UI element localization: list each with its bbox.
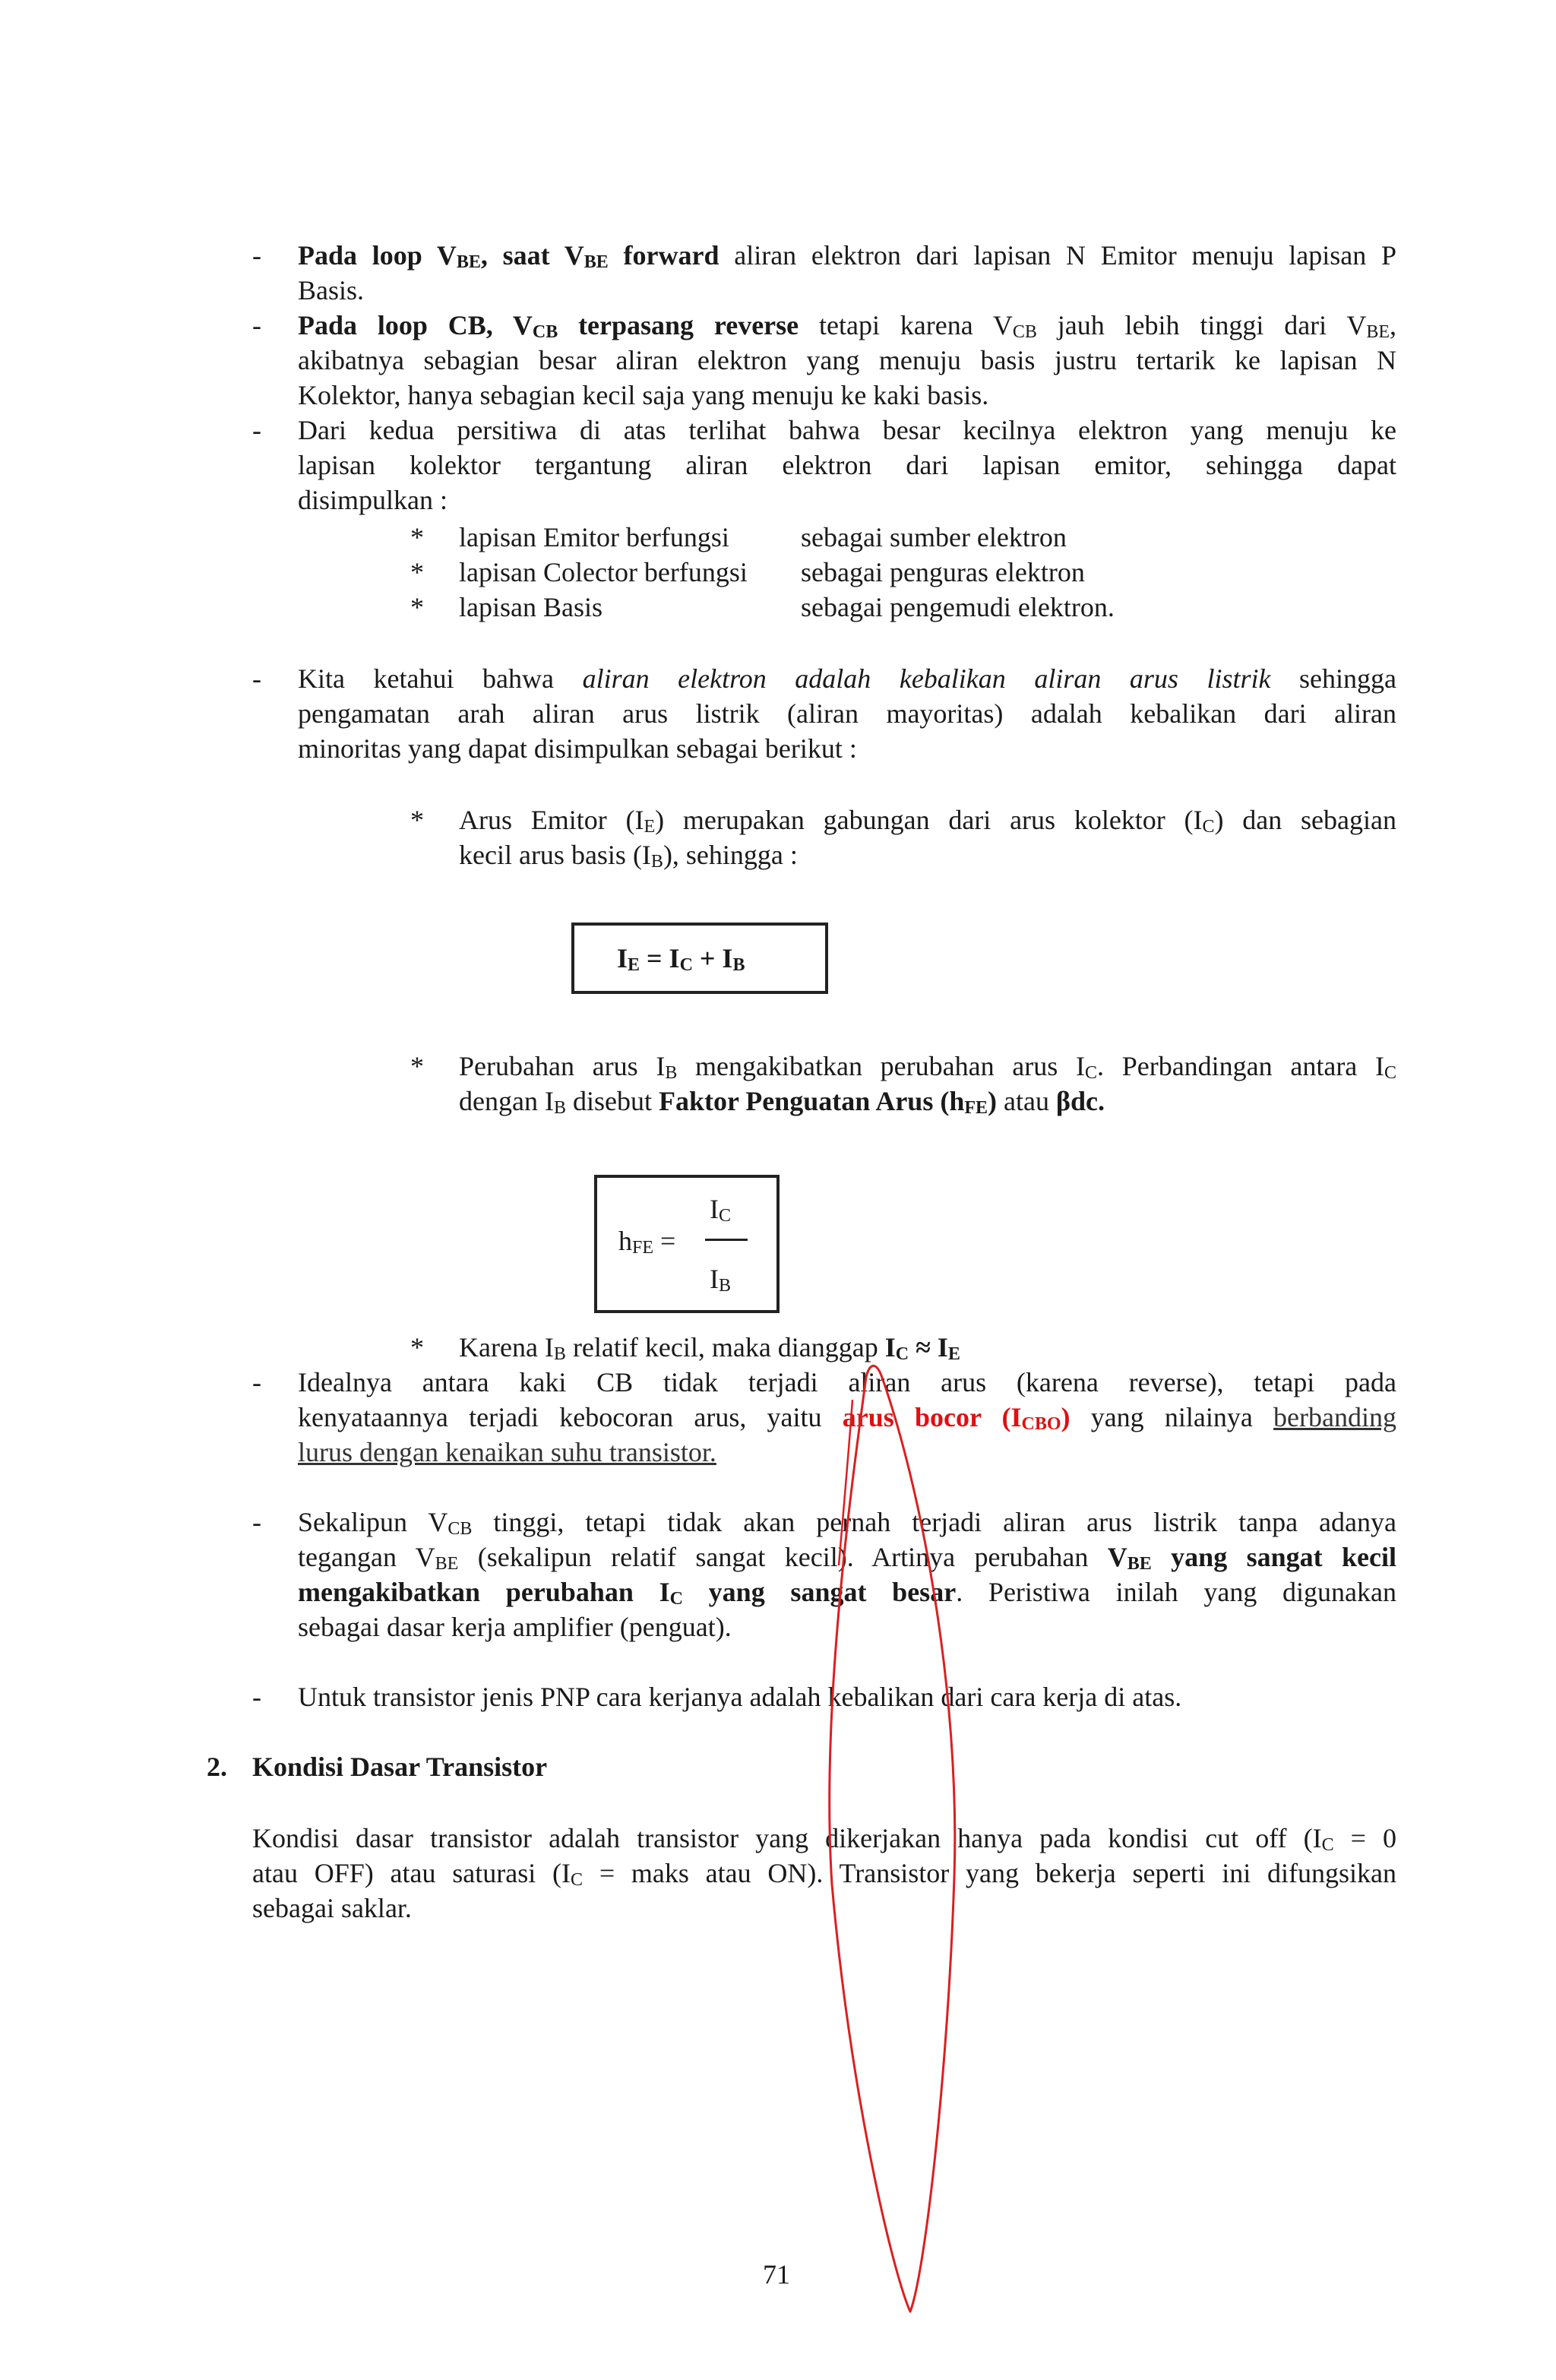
paragraph-line: tegangan $V_{BE}$ (sekalipun relatif sangat kecil). Artinya perubahan $V_{BE}$ yang sangat kecil xyxy=(298,1542,1396,1574)
page-number: 71 xyxy=(763,2259,790,2290)
paragraph-line: Sekalipun $V_{CB}$ tinggi, tetapi tidak akan pernah terjadi aliran arus listrik tanpa adanya xyxy=(298,1507,1396,1539)
conclusion-subject: lapisan Colector berfungsi xyxy=(459,557,748,587)
paragraph-line: Perubahan arus $I_B$ mengakibatkan perubahan arus $I_C$. Perbandingan antara $I_C$ xyxy=(459,1051,1396,1083)
paragraph-line: Basis. xyxy=(298,275,365,305)
bullet-star: * xyxy=(410,592,424,622)
conclusion-role: sebagai penguras elektron xyxy=(801,557,1085,587)
bullet-dash: - xyxy=(252,240,261,271)
bullet-star: * xyxy=(410,522,424,552)
bullet-star: * xyxy=(410,805,424,835)
pen-stroke xyxy=(830,1366,955,2312)
paragraph-line: Pada loop $V_{BE}$, saat $V_{BE}$ forward aliran elektron dari lapisan N Emitor menuju lapisan P xyxy=(298,240,1396,272)
paragraph-line: lurus dengan kenaikan suhu transistor. xyxy=(298,1437,716,1467)
paragraph-line: sebagai saklar. xyxy=(252,1893,412,1923)
emitter-current-formula: $I_E = I_C + I_B$ xyxy=(617,943,745,975)
paragraph-line: atau OFF) atau saturasi ($I_C$ = maks atau ON). Transistor yang bekerja seperti ini difungsikan xyxy=(252,1858,1396,1890)
bullet-dash: - xyxy=(252,663,261,694)
paragraph-line: akibatnya sebagian besar aliran elektron yang menuju basis justru tertarik ke lapisan N xyxy=(298,345,1396,375)
paragraph-line: Kita ketahui bahwa aliran elektron adalah kebalikan aliran arus listrik sehingga xyxy=(298,663,1397,694)
paragraph-line: pengamatan arah aliran arus listrik (aliran mayoritas) adalah kebalikan dari aliran xyxy=(298,698,1396,729)
bullet-star: * xyxy=(410,1051,424,1081)
paragraph-line: lapisan kolektor tergantung aliran elektron dari lapisan emitor, sehingga dapat xyxy=(298,450,1396,480)
hfe-label: $h_{FE}$ = xyxy=(618,1226,676,1258)
paragraph-line: Pada loop CB, $V_{CB}$ terpasang reverse tetapi karena $V_{CB}$ jauh lebih tinggi dari $V_{BE}$, xyxy=(298,310,1397,342)
paragraph-line: kenyataannya terjadi kebocoran arus, yaitu arus bocor $(I_{CBO})$ yang nilainya berbanding xyxy=(298,1402,1396,1434)
paragraph-line: Untuk transistor jenis PNP cara kerjanya adalah kebalikan dari cara kerja di atas. xyxy=(298,1682,1182,1712)
bullet-dash: - xyxy=(252,1507,261,1537)
paragraph-line: Kolektor, hanya sebagian kecil saja yang menuju ke kaki basis. xyxy=(298,380,989,410)
conclusion-role: sebagai pengemudi elektron. xyxy=(801,592,1115,622)
section-number: 2. xyxy=(207,1752,227,1782)
fraction-denominator: $I_B$ xyxy=(710,1264,732,1296)
section-heading: Kondisi Dasar Transistor xyxy=(252,1752,548,1782)
bullet-star: * xyxy=(410,1332,424,1362)
paragraph-line: Idealnya antara kaki CB tidak terjadi aliran arus (karena reverse), tetapi pada xyxy=(298,1367,1396,1397)
bullet-dash: - xyxy=(252,1367,261,1397)
paragraph-line: kecil arus basis $(I_B)$, sehingga : xyxy=(459,840,798,872)
conclusion-subject: lapisan Emitor berfungsi xyxy=(459,522,729,552)
bullet-dash: - xyxy=(252,415,261,445)
bullet-star: * xyxy=(410,557,424,587)
conclusion-subject: lapisan Basis xyxy=(459,592,602,622)
bullet-dash: - xyxy=(252,1682,261,1712)
conclusion-role: sebagai sumber elektron xyxy=(801,522,1067,552)
paragraph-line: Dari kedua persitiwa di atas terlihat bahwa besar kecilnya elektron yang menuju ke xyxy=(298,415,1396,445)
paragraph-line: minoritas yang dapat disimpulkan sebagai berikut : xyxy=(298,733,857,764)
paragraph-line: mengakibatkan perubahan $I_C$ yang sangat besar. Peristiwa inilah yang digunakan xyxy=(298,1577,1397,1609)
paragraph-line: Karena $I_B$ relatif kecil, maka dianggap $I_C \approx I_E$ xyxy=(459,1332,960,1364)
paragraph-line: Arus Emitor $(I_E)$ merupakan gabungan dari arus kolektor $(I_C)$ dan sebagian xyxy=(459,805,1396,837)
fraction-numerator: $I_C$ xyxy=(710,1194,732,1226)
bullet-dash: - xyxy=(252,310,261,340)
paragraph-line: disimpulkan : xyxy=(298,485,448,515)
paragraph-line: dengan $I_B$ disebut Faktor Penguatan Arus $(h_{FE})$ atau βdc. xyxy=(459,1086,1105,1118)
paragraph-line: Kondisi dasar transistor adalah transistor yang dikerjakan hanya pada kondisi cut off ($I_C = 0$ xyxy=(252,1823,1396,1855)
paragraph-line: sebagai dasar kerja amplifier (penguat). xyxy=(298,1612,732,1642)
